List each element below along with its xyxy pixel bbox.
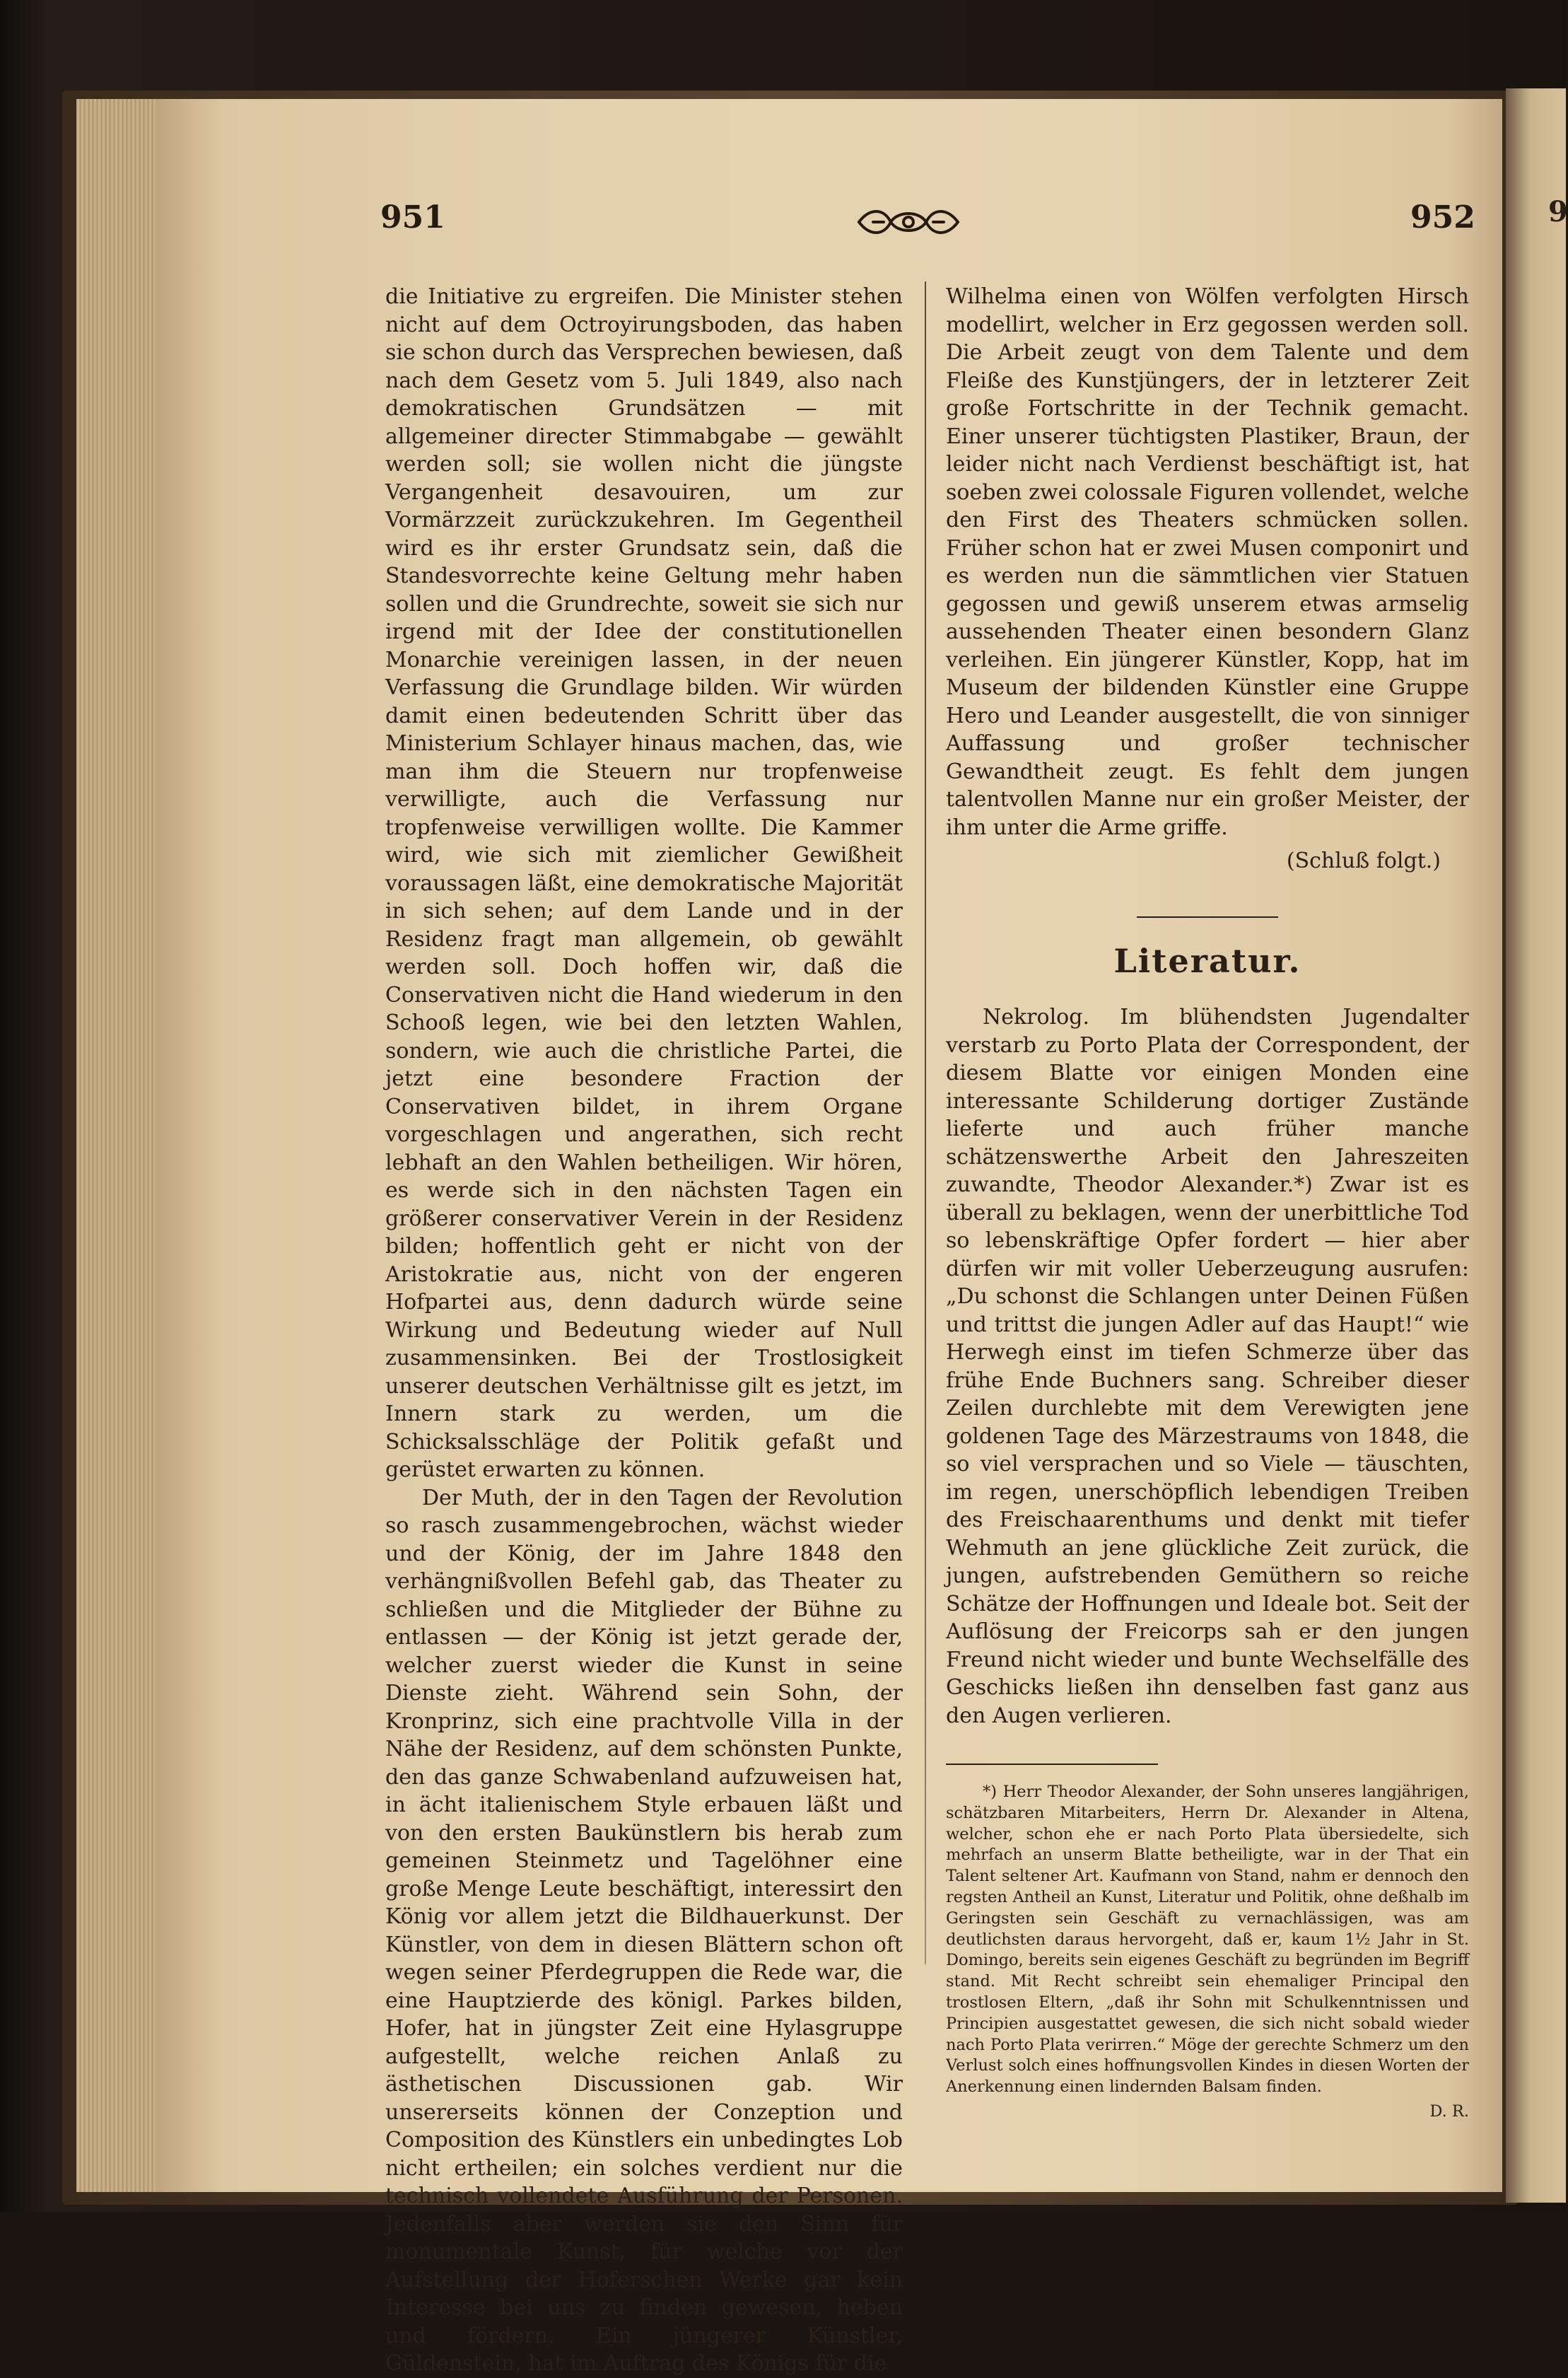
continued-note: (Schluß folgt.) [1286,849,1441,873]
page-number-left: 951 [380,199,445,235]
page-edge-stack [76,99,161,2192]
footnote-signature: D. R. [1429,2102,1469,2121]
right-paragraph-1: Wilhelma einen von Wölfen verfolgten Hirsch modellirt, welcher in Erz gegossen werden soll. Die Arbeit zeugt von dem Talente und dem Fleiße des Kunstjüngers, der in letzterer Zeit große Fortschritte in der Technik gemacht. Einer unserer tüchtigsten Plastiker, Braun, der leider nicht nach Verdienst beschäftigt ist, hat soeben zwei colossale Figuren vollendet, welche den First des Theaters schmücken sollen. Früher schon hat er zwei Musen componirt und es werden nun die sämmtlichen vier Statuen gegossen und gewiß unserem etwas armselig aussehenden Theater einen besondern Glanz verleihen. Ein jüngerer Künstler, Kopp, hat im Museum der bildenden Künstler eine Gruppe Hero und Leander ausgestellt, die von sinniger Auffassung und großer technischer Gewandtheit zeugt. Es fehlt dem jungen talentvollen Manne nur ein großer Meister, der ihm unter die Arme griffe. [946,284,1469,840]
scroll-ornament-icon [852,201,965,243]
left-paragraph-1: die Initiative zu ergreifen. Die Minister stehen nicht auf dem Octroyirungsboden, das haben sie schon durch das Versprechen bewiesen, daß nach dem Gesetz vom 5. Juli 1849, also nach demokratischen Grundsätzen — mit allgemeiner directer Stimmabgabe — gewählt werden soll; sie wollen nicht die jüngste Vergangenheit desavouiren, um zur Vormärzzeit zurückzukehren. Im Gegentheil wird es ihr erster Grundsatz sein, daß die Standesvorrechte keine Geltung mehr haben sollen und die Grundrechte, soweit sie sich nur irgend mit der Idee der constitutionellen Monarchie vereinigen lassen, in der neuen Verfassung die Grundlage bilden. Wir würden damit einen bedeutenden Schritt über das Ministerium Schlayer hinaus machen, das, wie man ihm die Steuern nur tropfenweise verwilligte, auch die Verfassung nur tropfenweise verwilligen wollte. Die Kammer wird, wie sich mit ziemlicher Gewißheit voraussagen läßt, eine demokratische Majorität in sich sehen; auf dem Lande und in der Residenz fragt man allgemein, ob gewählt werden soll. Doch hoffen wir, daß die Conservativen nicht die Hand wiederum in den Schooß legen, wie bei den letzten Wahlen, sondern, wie auch die christliche Partei, die jetzt eine besondere Fraction der Conservativen bildet, in ihrem Organe vorgeschlagen und angerathen, sich recht lebhaft an den Wahlen betheiligen. Wir hören, es werde sich in den nächsten Tagen ein größerer conservativer Verein in der Residenz bilden; hoffentlich geht er nicht von der Aristokratie aus, nicht von der engeren Hofpartei aus, denn dadurch würde seine Wirkung und Bedeutung wieder auf Null zusammensinken. Bei der Trostlosigkeit unserer deutschen Verhältnisse gilt es jetzt, im Innern stark zu werden, um die Schicksalsschläge der Politik gefaßt und gerüstet erwarten zu können. [385,284,903,1482]
next-page-number: 9 [1548,195,1568,228]
section-heading: Literatur. [1113,941,1301,980]
left-text-column [385,283,903,2378]
footnote: *) Herr Theodor Alexander, der Sohn unseres langjährigen, schätzbaren Mitarbeiters, Herrn Dr. Alexander in Altena, welcher, schon ehe er nach Porto Plata übersiedelte, sich mehrfach an unserm Blatte betheiligte, war in der That ein Talent seltener Art. Kaufmann von Stand, nahm er dennoch den regsten Antheil an Kunst, Literatur und Politik, ohne deßhalb im Geringsten sein Geschäft zu vernachlässigen, was am deutlichsten daraus hervorgeht, daß er, kaum 1½ Jahr in St. Domingo, bereits sein eigenes Geschäft zu begründen im Begriff stand. Mit Recht schreibt sein ehemaliger Principal den trostlosen Eltern, „daß ihr Sohn mit Schulkenntnissen und Principien ausgestattet gewesen, die sich nicht sobald wieder nach Porto Plata verirren.“ Möge der gerechte Schmerz um den Verlust solch eines hoffnungsvollen Kindes in diesen Worten der Anerkennung einen lindernden Balsam finden. [946,1783,1469,2097]
footnote-rule [946,1764,1158,1765]
page-number-right: 952 [1410,199,1475,235]
right-text-column [946,283,1469,2126]
column-divider [925,281,926,1964]
literature-paragraph: Nekrolog. Im blühendsten Jugendalter verstarb zu Porto Plata der Correspondent, der diesem Blatte vor einigen Monden eine interessante Schilderung dortiger Zustände lieferte und auch früher manche schätzenswerthe Arbeit den Jahreszeiten zuwandte, Theodor Alexander.*) Zwar ist es überall zu beklagen, wenn der unerbittliche Tod so lebenskräftige Opfer fordert — hier aber dürfen wir mit voller Ueberzeugung ausrufen: „Du schonst die Schlangen unter Deinen Füßen und trittst die jungen Adler auf das Haupt!“ wie Herwegh einst im tiefen Schmerze über das frühe Ende Buchners sang. Schreiber dieser Zeilen durchlebte mit dem Verewigten jene goldenen Tage des Märzestraums von 1848, die so viel versprachen und so Viele — täuschten, im regen, unerschöpflich lebendigen Treiben des Freischaarenthums und denkt mit tiefer Wehmuth an jene glückliche Zeit zurück, die jungen, aufstrebenden Gemüthern so reiche Schätze der Hoffnungen und Ideale bot. Seit der Auflösung der Freicorps sah er den jungen Freund nicht wieder und bunte Wechselfälle des Geschicks ließen ihn denselben fast ganz aus den Augen verlieren. [946,1005,1470,1728]
left-paragraph-2: Der Muth, der in den Tagen der Revolution so rasch zusammengebrochen, wächst wieder und der König, der im Jahre 1848 den verhängnißvollen Befehl gab, das Theater zu schließen und die Mitglieder der Bühne zu entlassen — der König ist jetzt gerade der, welcher zuerst wieder die Kunst in seine Dienste zieht. Während sein Sohn, der Kronprinz, sich eine prachtvolle Villa in der Nähe der Residenz, auf dem schönsten Punkte, den das ganze Schwabenland aufzuweisen hat, in ächt italienischem Style erbauen läßt und von den ersten Baukünstlern bis herab zum gemeinen Steinmetz und Tagelöhner eine große Menge Leute beschäftigt, interessirt den König vor allem jetzt die Bildhauerkunst. Der Künstler, von dem in diesen Blättern schon oft wegen seiner Pferdegruppen die Rede war, die eine Hauptzierde des königl. Parkes bilden, Hofer, hat in jüngster Zeit eine Hylasgruppe aufgestellt, welche reichen Anlaß zu ästhetischen Discussionen gab. Wir unsererseits können der Conzeption und Composition des Künstlers ein unbedingtes Lob nicht ertheilen; ein solches verdient nur die technisch vollendete Ausführung der Personen. Jedenfalls aber werden sie den Sinn für monumentale Kunst, für welche vor der Aufstellung der Hoferschen Werke gar kein Interesse bei uns zu finden gewesen, heben und fördern. Ein jüngerer Künstler, Güldenstein, hat im Auftrag des Königs für die [385,1485,903,2376]
section-divider [1137,916,1278,918]
next-page-strip [1506,88,1566,2203]
